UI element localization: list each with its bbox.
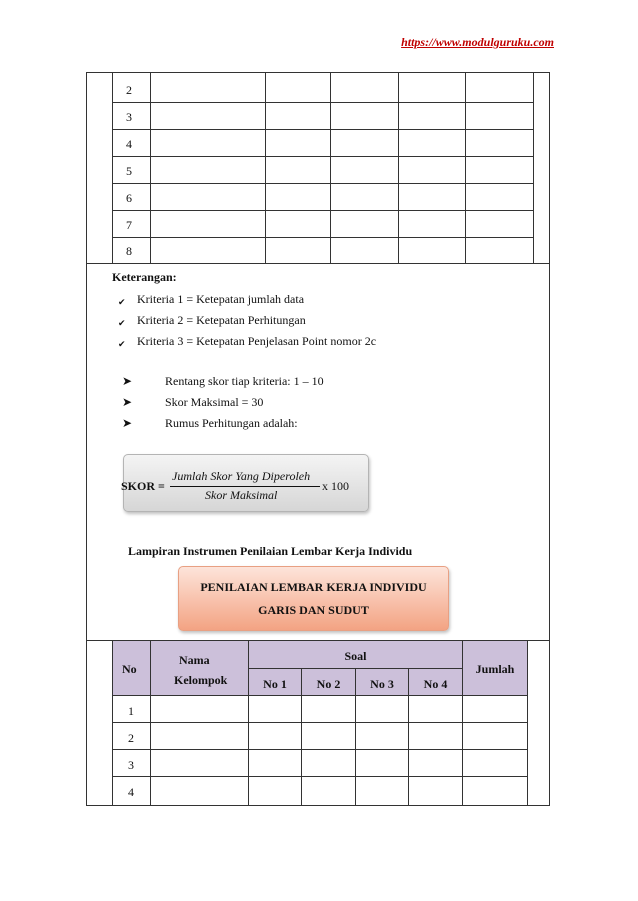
- arrow-bullet-icon: ➤: [122, 374, 133, 388]
- table-row-number: 2: [126, 83, 132, 97]
- header-soal-label: Soal: [344, 649, 367, 663]
- keterangan-title: Keterangan:: [112, 270, 177, 284]
- header-soal-no3: No 3: [370, 677, 394, 691]
- formula-numerator: Jumlah Skor Yang Diperoleh: [172, 469, 311, 483]
- check-bullet-icon: ✔: [118, 318, 126, 328]
- table-row-number: 3: [126, 110, 132, 124]
- point-item: Rentang skor tiap kriteria: 1 – 10: [165, 374, 324, 388]
- criteria-item: Kriteria 3 = Ketepatan Penjelasan Point nomor 2c: [137, 334, 377, 348]
- banner-subtitle: GARIS DAN SUDUT: [258, 603, 369, 617]
- check-bullet-icon: ✔: [118, 297, 126, 307]
- assessment-banner: [178, 566, 449, 631]
- formula-denominator: Skor Maksimal: [205, 488, 278, 502]
- table-row-number: 6: [126, 191, 132, 205]
- table-row-number: 7: [126, 218, 132, 232]
- header-soal-no1: No 1: [263, 677, 287, 691]
- lampiran-title: Lampiran Instrumen Penilaian Lembar Kerja Individu: [128, 544, 413, 558]
- criteria-item: Kriteria 2 = Ketepatan Perhitungan: [137, 313, 306, 327]
- arrow-bullet-icon: ➤: [122, 395, 133, 409]
- arrow-bullet-icon: ➤: [122, 416, 133, 430]
- header-no-label: No: [122, 662, 137, 676]
- table-row-number: 1: [128, 704, 134, 718]
- table-row-number: 4: [128, 785, 134, 799]
- point-item: Rumus Perhitungan adalah:: [165, 416, 298, 430]
- table-row-number: 4: [126, 137, 132, 151]
- fraction-bar: [170, 486, 320, 487]
- header-soal-no2: No 2: [316, 677, 341, 691]
- criteria-item: Kriteria 1 = Ketepatan jumlah data: [137, 292, 305, 306]
- banner-title: PENILAIAN LEMBAR KERJA INDIVIDU: [200, 580, 427, 594]
- header-kelompok-label: Kelompok: [174, 673, 228, 687]
- table-row-number: 8: [126, 244, 132, 258]
- header-nama-label: Nama: [179, 653, 210, 667]
- header-jumlah-label: Jumlah: [475, 662, 515, 676]
- table-row-number: 2: [128, 731, 134, 745]
- formula-multiplier: x 100: [322, 479, 349, 493]
- header-soal-no4: No 4: [423, 677, 448, 691]
- formula-label: SKOR =: [121, 479, 165, 493]
- check-bullet-icon: ✔: [118, 339, 126, 349]
- header-url-link[interactable]: https://www.modulguruku.com: [401, 35, 554, 49]
- table-row-number: 3: [128, 758, 134, 772]
- table-row-number: 5: [126, 164, 132, 178]
- point-item: Skor Maksimal = 30: [165, 395, 264, 409]
